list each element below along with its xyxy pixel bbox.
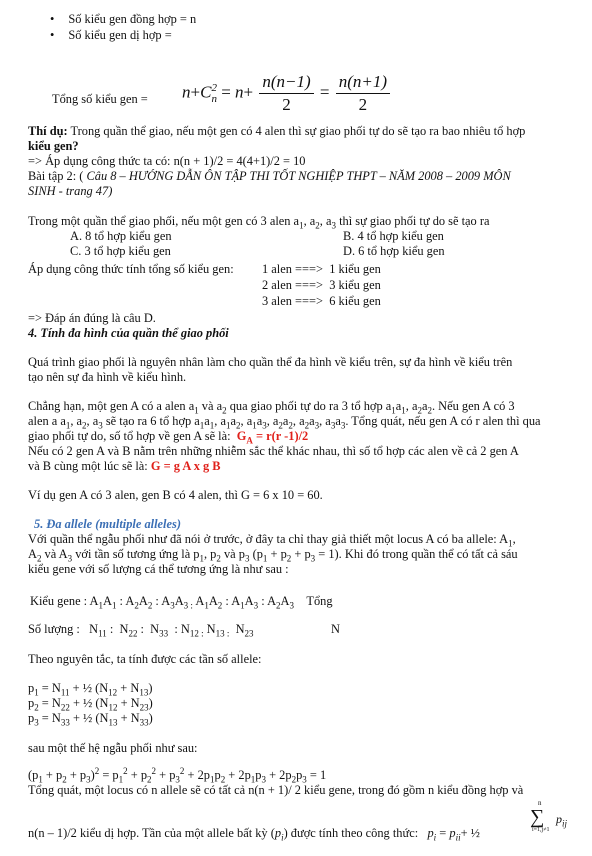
row1-genotypes: 1 kiểu gen [329,262,381,276]
p1-formula: $p_1 = N_{11}$ + ½ $(N_{12} + N_{13})$ [28,681,153,698]
s5-p1a: Với quần thể ngẫu phối như đã nói ở trước, ở đây ta chỉ thay giả thiết một locus A có ba allele: A [28,532,509,546]
exercise-header [28,169,511,184]
fraction-2-den: 2 [358,95,368,115]
s4-p2-line1: Chẳng hạn, một gen A có a alen $a_1$ và $a_2$ qua giao phối tự do ra 3 tổ hợp $a_1a_1$, $a_2a_2$. Nếu gen A có 3 [28,399,515,416]
sigma-symbol [530,800,550,833]
s5-p1-line3: kiểu gene với số lượng cá thể tương ứng là như sau : [28,562,289,576]
section-5-title: 5. Đa allele (multiple alleles) [34,517,181,531]
example-question [28,124,525,139]
bullet-homozygous-text: Số kiểu gen đồng hợp = n [68,12,197,26]
count-label: Số lượng : [28,622,80,636]
bullet-heterozygous-text: Số kiểu gen dị hợp = [68,28,172,42]
formula-n2: n [235,82,244,102]
exercise-result: => Đáp án đúng là câu D. [28,311,156,325]
sigma-glyph: ∑ [530,806,545,828]
total-n: N [331,622,340,636]
apply-formula-text: Áp dụng công thức tính tổng số kiểu gen: [28,262,234,276]
formula-ga: $G_A = r(r$ -1)/2 [236,429,309,446]
example-answer: => Áp dụng công thức ta có: n(n + 1)/2 = 4(4+1)/2 = 10 [28,154,306,168]
s4-example: Ví dụ gen A có 3 alen, gen B có 4 alen, thì G = 6 x 10 = 60. [28,488,323,502]
fraction-1-num: n(n−1) [259,72,313,94]
bullet-homozygous: • Số kiểu gen đồng hợp = n [50,12,197,26]
fraction-2-num: n(n+1) [336,72,390,94]
formula-ga-rest: = r(r -1)/2 [252,429,309,443]
row1-alleles: 1 alen [262,262,292,276]
allele-row-3 [262,294,381,309]
fraction-1-den: 2 [282,95,291,115]
row3-genotypes: 6 kiểu gen [329,294,381,308]
s4-p2-line3 [28,429,308,444]
s4-p2-line5 [28,459,221,474]
bullet-heterozygous: • Số kiểu gen dị hợp = [50,28,172,42]
s5-gen2b: ) được tính theo công thức: [283,826,419,840]
count-row: Số lượng : $N_{11}$ : $N_{22}$ : $N_{33}$ : $N_{12 :}$ $N_{13 :}$ $N_{23}$ [28,622,254,639]
s4-p2c: giao phối tự do, số tổ hợp về gen A sẽ là: [28,429,231,443]
s4-p2-line4: Nếu có 2 gen A và B nằm trên những nhiễm sắc thể khác nhau, thì số tổ hợp các alen về cả 2 gen A [28,444,519,458]
allele-row-2 [262,278,381,293]
total-genotype-formula [182,72,392,115]
genotype-label: Kiểu gene : [30,594,88,608]
option-d: D. 6 tổ hợp kiểu gen [343,244,445,258]
formula-c: C [200,82,212,102]
formula-ga-g: G [236,429,247,443]
formula-n: n [182,82,191,102]
section-4-title: 4. Tính đa hình của quần thể giao phối [28,326,229,340]
p2-formula: $p_2 = N_{22}$ + ½ $(N_{12} + N_{23})$ [28,696,153,713]
sum-pij: $p_{ij}$ [556,812,568,829]
s5-general-2: n(n – 1)/2 kiểu dị hợp. Tần của một allele bất kỳ $(p_i)$ được tính theo công thức: $p_i = p_{ii}+$ ½ [28,826,480,843]
example-q2: kiểu gen? [28,139,79,153]
fraction-1 [259,72,313,115]
exercise-source: Câu 8 – HƯỚNG DẪN ÔN TẬP THI TỐT NGHIỆP THPT – NĂM 2008 – 2009 MÔN [86,169,511,183]
row3-alleles: 3 alen [262,294,292,308]
row2-alleles: 2 alen [262,278,292,292]
s5-rule: Theo nguyên tắc, ta tính được các tần số allele: [28,652,262,666]
expansion-formula: $(p_1 + p_2 + p_3)^2 = p_1^2 + p_2^2 + p_3^2 + 2p_1p_2 + 2p_1p_3 + 2p_2p_3 = 1$ [28,765,327,785]
s5-gen2a: n(n – 1)/2 kiểu dị hợp. Tần của một allele bất kỳ ( [28,826,275,840]
formula-eq2: = [319,82,330,102]
p3-formula: $p_3 = N_{33}$ + ½ $(N_{13} + N_{33})$ [28,711,153,728]
formula-plus: + [190,82,201,102]
option-b: B. 4 tổ hợp kiểu gen [343,229,444,243]
example-q1: Trong quần thể giao, nếu một gen có 4 alen thì sự giao phối tự do sẽ tạo ra bao nhiêu tổ hợp [70,124,526,138]
s5-general-1: Tổng quát, một locus có n allele sẽ có tất cả n(n + 1)/ 2 kiểu gene, trong đó gồm n kiểu đồng hợp và [28,783,524,797]
exercise-question-end: thì sự giao phối tự do sẽ tạo ra [335,214,490,228]
row3-arrow: ===> [295,294,323,308]
total-label: Tổng [306,594,333,608]
s5-p1-line1: Với quần thể ngẫu phối như đã nói ở trước, ở đây ta chỉ thay giả thiết một locus A có ba allele: $A_1$, [28,532,516,549]
genotype-row: Kiểu gene : $A_1A_1$ : $A_2A_2$ : $A_3A_{3 :}$ $A_1A_2$ : $A_1A_3$ : $A_2A_3$ Tổng [30,594,333,611]
formula-g: G = g A x g B [150,459,221,473]
exercise-prefix: Bài tập 2: ( [28,169,87,183]
row1-arrow: ===> [295,262,323,276]
exercise-question-text: Trong một quần thể giao phối, nếu một gen có 3 alen a [28,214,300,228]
fraction-2 [336,72,390,115]
s4-p2a: Chẳng hạn, một gen A có a alen a [28,399,195,413]
formula-eq1: = [221,82,231,102]
example-label: Thí dụ: [28,124,68,138]
s4-p2-line2: alen a $a_1$, $a_2$, $a_3$ sẽ tạo ra 6 tổ hợp $a_1a_1$, $a_1a_2$, $a_1a_3$, $a_2a_2$, $a_2a_3$, $a_3a_3$. Tổng quát, nếu gen A có r alen thì qua [28,414,541,431]
s4-p1-line2: tạo nên sự đa hình về kiểu hình. [28,370,187,384]
option-c: C. 3 tổ hợp kiểu gen [70,244,171,258]
allele-row-1 [262,262,381,277]
formula-plus2: + [243,82,254,102]
exercise-question: Trong một quần thể giao phối, nếu một gen có 3 alen $a_1$, $a_2$, $a_3$ thì sự giao phối tự do sẽ tạo ra [28,214,490,231]
s4-p2b: alen a [28,414,58,428]
exercise-source-2: SINH - trang 47) [28,184,113,198]
formula-c-sub: n [211,92,217,105]
s4-p2e: và B cùng một lúc sẽ là: [28,459,148,473]
row2-arrow: ===> [295,278,323,292]
sigma-top: n [538,799,542,807]
formula-label: Tổng số kiểu gen = [52,92,148,106]
s4-p1-line1: Quá trình giao phối là nguyên nhân làm cho quần thể đa hình về kiểu trên, sự đa hình về kiểu trên [28,355,513,369]
s5-after: sau một thế hệ ngẫu phối như sau: [28,741,198,755]
option-a: A. 8 tổ hợp kiểu gen [70,229,172,243]
formula-c-sup: 2 [211,81,217,94]
row2-genotypes: 3 kiểu gen [329,278,381,292]
s5-p1-line2: $A_2$ và $A_3$ với tần số tương ứng là $p_1$, $p_2$ và $p_3$ $(p_1 + p_2 + p_3 = 1)$. Khi đó trong quần thể có tất cả sáu [28,547,518,564]
sigma-bottom: i=1,j≠1 [532,827,550,833]
